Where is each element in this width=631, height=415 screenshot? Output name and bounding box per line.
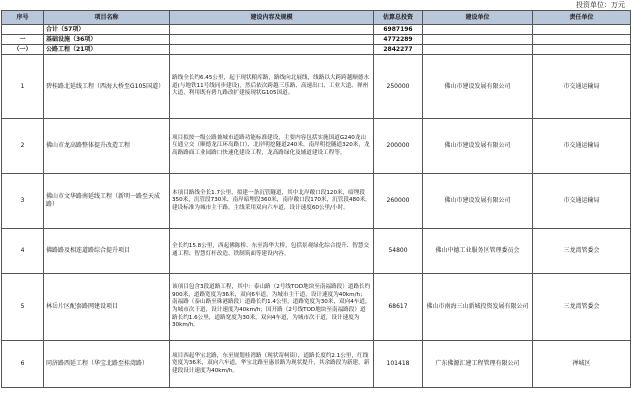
table-row [2,341,631,388]
row-name: 佛山市龙高路整体提升改造工程 [44,119,170,174]
summary-row-infrastructure [2,35,631,45]
row-content: 项目西起华宝北路，东至规划桂湾路（现状寄柯街），道路长度约2.1公里，红线宽度为36米，双向六车道，华宝北路至惠景路为现状提升，其余路段为新建，新建段设计速度为40km/h。 [170,341,374,388]
table-row [2,274,631,341]
row-amount: 250000 [374,55,423,119]
table-header-row [2,11,631,25]
table-row [2,55,631,119]
row-builder: 佛山市南海三山新城投资发展有限公司 [423,274,533,341]
row-name: 碧桂路北延线工程（西海大桥至G105国道） [44,55,170,119]
header-amount: 估算总投资 [374,11,423,25]
row-responsible: 市交通运输局 [533,174,631,229]
row-no: 1 [2,55,44,119]
row-name: 佛山市文华路南延线工程（新明一路至天成路） [44,174,170,229]
summary-responsible [533,45,631,55]
summary-name: 公路工程（21项） [44,45,170,55]
summary-name: 基础设施（36项） [44,35,170,45]
summary-no: （一） [2,45,44,55]
header-no: 序号 [2,11,44,25]
row-amount: 68617 [374,274,423,341]
row-content: 全长约15.8公里，西起佛陈桥、东至海华大桥，包括景观绿化综合提升、智慧交通工程、智慧灯杆改造、铁制筑面等建设内容。 [170,229,374,274]
summary-row-total [2,25,631,35]
row-content: 项目拟按一级公路兼城市道路功能标准建设，主要内容包括实施国道G240龙山互通立交（顺德龙江环岛路口）、北岸明挖隧道240米，南岸明挖隧道320米，龙高路路面工业园路口快速化建设工程，龙高路绿化及辅道建设工程等。 [170,119,374,174]
summary-no [2,25,44,35]
row-responsible: 禅城区 [533,341,631,388]
row-no: 6 [2,341,44,388]
summary-builder [423,25,533,35]
summary-responsible [533,35,631,45]
row-content: 该项目包含3段道路工程，其中：泰山路（2号线TOD地块至南福路段）道路长约900米，道路宽度为36米，双向6车道，为城市主干道，设计速度为40km/h；南福路（泰山路至珠港路段）道路长约1.4公里，道路宽度为30米，双向4车道，为城市次干道，设计速度为40km/h；国开路（2号线TOD地块至南福路段）道路长约1.6公里，道路宽度为30米，双向4车道，为城市次干道，设计速度为30km/h。 [170,274,374,341]
row-responsible: 三龙湾管委会 [533,274,631,341]
row-responsible: 市交通运输局 [533,119,631,174]
header-name: 项目名称 [44,11,170,25]
row-content: 路线全长约6.45公里，起于现状粮库路，路线向北展线，线路以大跨跨越顺德水道(与地铁11号线同步建设)，然后依次跨越三乐路、高速出口、工业大道、禅州大道，利用既有碧九路改扩建接现状G105国道。 [170,55,374,119]
summary-builder [423,35,533,45]
project-table [1,10,631,388]
summary-amount: 4772289 [374,35,423,45]
summary-builder [423,45,533,55]
header-content: 建设内容及规模 [170,11,374,25]
row-no: 5 [2,274,44,341]
row-builder: 广东佛源汇建工程管理有限公司 [423,341,533,388]
summary-name: 合计（57项） [44,25,170,35]
table-row [2,229,631,274]
summary-no: 一 [2,35,44,45]
summary-row-highway [2,45,631,55]
row-responsible: 市交通运输局 [533,55,631,119]
row-responsible: 三龙湾管委会 [533,229,631,274]
header-builder: 建设单位 [423,11,533,25]
summary-amount: 2842277 [374,45,423,55]
row-builder: 佛山市建设发展有限公司 [423,55,533,119]
row-name: 同济路西延工程（华宝北路至桂湾路） [44,341,170,388]
summary-content [170,35,374,45]
row-content: 本项目路线全长1.7公里，拟建一条沉管隧道，其中北岸敞口段120米，暗埋段350米，沉管段730米，南岸暗埋段360米，南岸敞口段170米，沉管段480米。建设标准为城市主干路，主线采用双向六车道，设计速度60公里/小时。 [170,174,374,229]
row-no: 3 [2,174,44,229]
row-name: 佛路路及相连道路综合提升项目 [44,229,170,274]
summary-content [170,45,374,55]
header-responsible: 责任单位 [533,11,631,25]
row-name: 林岳片区配套路网建设项目 [44,274,170,341]
unit-note: 投资单位：万元 [576,1,625,9]
row-amount: 260000 [374,174,423,229]
summary-responsible [533,25,631,35]
row-builder: 佛山中德工业服务区管理委员会 [423,229,533,274]
row-amount: 200000 [374,119,423,174]
row-no: 4 [2,229,44,274]
table-row [2,119,631,174]
row-builder: 佛山市建设发展有限公司 [423,119,533,174]
row-no: 2 [2,119,44,174]
summary-content [170,25,374,35]
table-row [2,174,631,229]
row-builder: 佛山市建设发展有限公司 [423,174,533,229]
row-amount: 54800 [374,229,423,274]
summary-amount: 6987196 [374,25,423,35]
row-amount: 101418 [374,341,423,388]
